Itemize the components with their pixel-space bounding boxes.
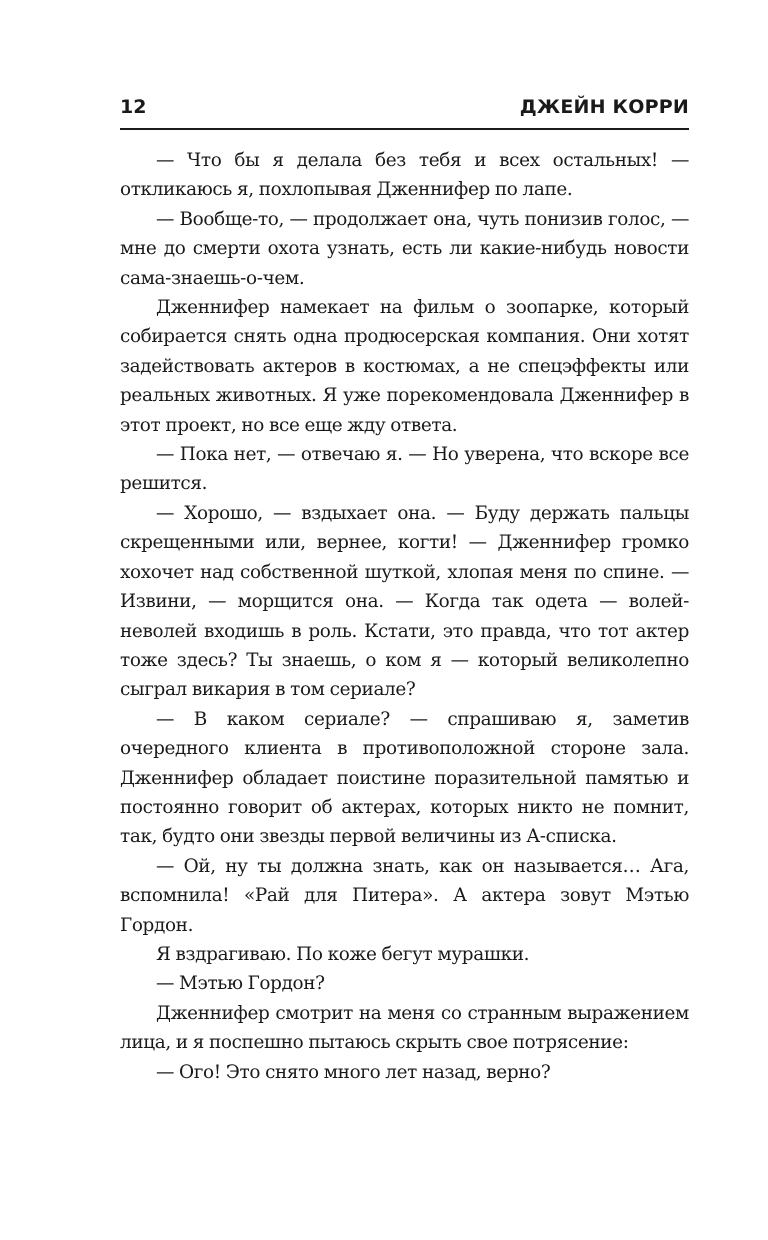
paragraph: — Ой, ну ты должна знать, как он называется… Ага, вспомнила! «Рай для Питера». А актера зовут Мэтью Гордон. bbox=[120, 855, 689, 936]
paragraph: — Что бы я делала без тебя и всех остальных! — откликаюсь я, похлопывая Дженнифер по лапе. bbox=[120, 150, 689, 201]
paragraph: — Вообще-то, — продолжает она, чуть понизив голос, — мне до смерти охота узнать, есть ли какие-нибудь новости сама-знаешь-о-чем. bbox=[120, 208, 689, 289]
paragraph: — Пока нет, — отвечаю я. — Но уверена, что вскоре все решится. bbox=[120, 444, 689, 495]
paragraph: Я вздрагиваю. По коже бегут мурашки. bbox=[156, 943, 530, 965]
paragraph: — В каком сериале? — спрашиваю я, заметив очередного клиента в противоположной стороне зала. Дженнифер обладает поистине поразительной памятью и постоянно говорит об актерах, которых никто не помнит, так, будто они звезды первой величины из А-списка. bbox=[120, 708, 689, 848]
paragraph: — Ого! Это снято много лет назад, верно? bbox=[156, 1061, 551, 1083]
running-title-author: ДЖЕЙН КОРРИ bbox=[519, 96, 689, 118]
page-number: 12 bbox=[120, 96, 147, 118]
paragraph: Дженнифер намекает на фильм о зоопарке, который собирается снять одна продюсерская компания. Они хотят задействовать актеров в костюмах, а не спецэффекты или реальных животных. Я уже порекомендовала Дженнифер в этот проект, но все еще жду ответа. bbox=[120, 297, 689, 436]
body-text bbox=[120, 146, 689, 1087]
paragraph: — Хорошо, — вздыхает она. — Буду держать пальцы скрещенными или, вернее, когти! — Дженнифер громко хохочет над собственной шуткой, хлопая меня по спине. — Извини, — морщится она. — Когда так одета — волей-неволей входишь в роль. Кстати, это правда, что тот актер тоже здесь? Ты знаешь, о ком я — который великолепно сыграл викария в том сериале? bbox=[120, 502, 689, 701]
paragraph: — Мэтью Гордон? bbox=[156, 973, 325, 995]
page-header bbox=[120, 96, 689, 130]
paragraph: Дженнифер смотрит на меня со странным выражением лица, и я поспешно пытаюсь скрыть свое потрясение: bbox=[120, 1002, 689, 1054]
